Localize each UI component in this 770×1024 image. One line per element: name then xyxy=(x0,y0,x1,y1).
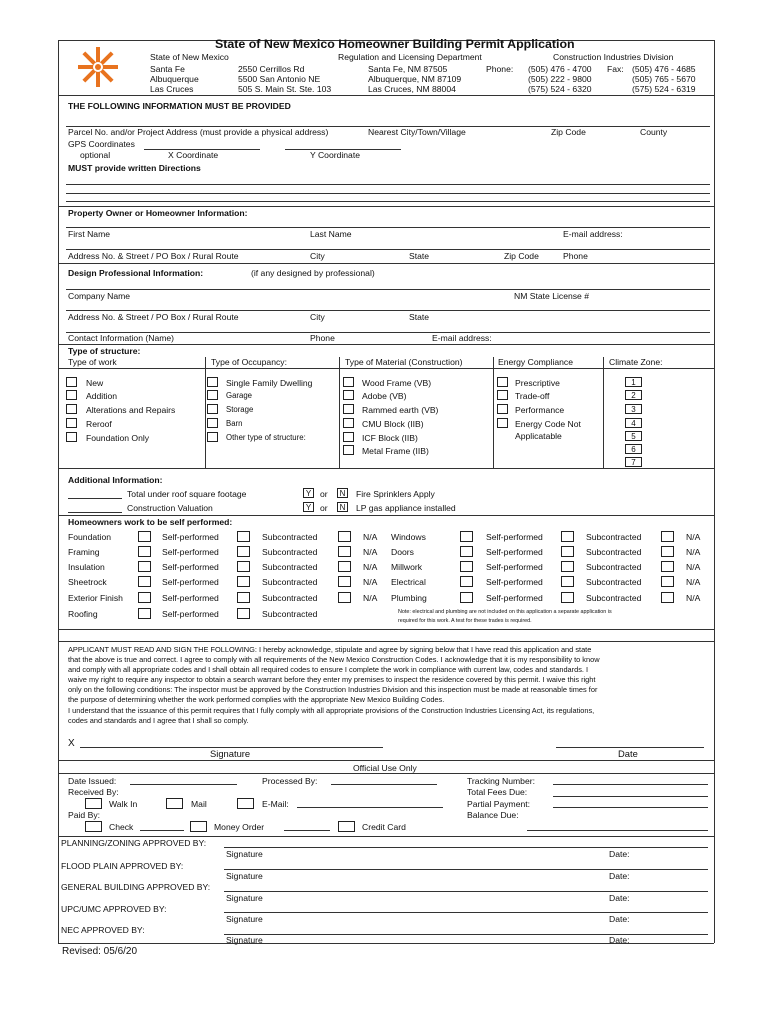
balance-due-label: Balance Due: xyxy=(467,810,519,820)
approval-label: FLOOD PLAIN APPROVED BY: xyxy=(61,861,184,871)
occupancy-other-checkbox[interactable] xyxy=(207,432,218,442)
mail-checkbox[interactable] xyxy=(166,798,183,809)
roof-sqft-label: Total under roof square footage xyxy=(127,489,247,499)
check-field[interactable] xyxy=(140,830,184,831)
money-order-field[interactable] xyxy=(284,830,330,831)
design-address-label: Address No. & Street / PO Box / Rural Route xyxy=(68,312,239,322)
signature-x-mark: X xyxy=(68,738,75,749)
approval-date-label: Date: xyxy=(609,871,630,881)
money-order-checkbox[interactable] xyxy=(190,821,207,832)
subcontracted-checkbox[interactable] xyxy=(237,561,250,572)
na-label: N/A xyxy=(686,562,701,572)
county-label: County xyxy=(640,127,668,137)
material-cmu-checkbox[interactable] xyxy=(343,418,354,428)
energy-performance-checkbox[interactable] xyxy=(497,404,508,414)
work-option-label: Alterations and Repairs xyxy=(86,405,176,415)
credit-card-checkbox[interactable] xyxy=(338,821,355,832)
energy-header: Energy Compliance xyxy=(498,357,573,367)
owner-city-label: City xyxy=(310,251,325,261)
self-performed-checkbox[interactable] xyxy=(460,561,473,572)
climate-header: Climate Zone: xyxy=(609,357,663,367)
agreement-line: APPLICANT MUST READ AND SIGN THE FOLLOWING: I hereby acknowledge, stipulate and agree by signing below that I have read this application and state xyxy=(68,645,592,654)
official-heading: Official Use Only xyxy=(353,763,417,773)
work-reroof-checkbox[interactable] xyxy=(66,418,77,428)
nearest-city-label: Nearest City/Town/Village xyxy=(368,127,466,137)
approval-label: GENERAL BUILDING APPROVED BY: xyxy=(61,882,211,892)
subcontracted-label: Subcontracted xyxy=(262,593,318,603)
directions-label: MUST provide written Directions xyxy=(68,163,201,173)
approval-signature-line[interactable] xyxy=(224,934,708,935)
approval-label: UPC/UMC APPROVED BY: xyxy=(61,904,167,914)
design-email-label: E-mail address: xyxy=(432,333,492,343)
column-divider xyxy=(603,357,604,468)
work-header: Type of work xyxy=(68,357,117,367)
occupancy-header: Type of Occupancy: xyxy=(211,357,287,367)
owner-address-label: Address No. & Street / PO Box / Rural Route xyxy=(68,251,239,261)
total-fees-label: Total Fees Due: xyxy=(467,787,528,797)
agreement-line: only on the following conditions: The inspector must be approved by the Construction Industries Division and this inspection must be made at reasonable times for xyxy=(68,685,598,695)
climate-zone-box[interactable]: 6 xyxy=(625,444,642,454)
trade-label: Sheetrock xyxy=(68,577,107,587)
office-city: Las Cruces xyxy=(150,84,194,94)
divider xyxy=(58,263,714,264)
header-state: State of New Mexico xyxy=(150,52,229,62)
trade-label: Foundation xyxy=(68,532,112,542)
required-heading: THE FOLLOWING INFORMATION MUST BE PROVIDED xyxy=(68,101,291,111)
lp-gas-no-box[interactable]: N xyxy=(337,502,348,512)
climate-zone-box[interactable]: 1 xyxy=(625,377,642,387)
energy-option-label: Prescriptive xyxy=(515,378,560,388)
walk-in-label: Walk In xyxy=(109,799,138,809)
na-checkbox[interactable] xyxy=(661,592,674,603)
self-performed-label: Self-performed xyxy=(162,532,219,542)
self-performed-checkbox[interactable] xyxy=(138,531,151,542)
agreement-line: waive my right to require any inspector to obtain a search warrant before they enter my premises to inspect the residence covered by this permit. I waive this right xyxy=(68,675,596,685)
roof-sqft-field[interactable] xyxy=(68,498,122,499)
divider xyxy=(58,344,714,345)
design-city-label: City xyxy=(310,312,325,322)
self-performed-label: Self-performed xyxy=(162,593,219,603)
header-division: Construction Industries Division xyxy=(553,52,674,62)
occupancy-option-label: Other type of structure: xyxy=(226,433,306,442)
processed-by-label: Processed By: xyxy=(262,776,318,786)
work-alterations-checkbox[interactable] xyxy=(66,404,77,414)
trade-label: Windows xyxy=(391,532,426,542)
self-performed-checkbox[interactable] xyxy=(138,576,151,587)
column-divider xyxy=(493,357,494,468)
paid-by-label: Paid By: xyxy=(68,810,101,820)
mail-label: Mail xyxy=(191,799,207,809)
valuation-field[interactable] xyxy=(68,512,122,513)
received-by-label: Received By: xyxy=(68,787,119,797)
material-icf-checkbox[interactable] xyxy=(343,432,354,442)
trade-label: Insulation xyxy=(68,562,105,572)
page-title: State of New Mexico Homeowner Building Permit Application xyxy=(215,37,575,51)
approval-signature-label: Signature xyxy=(226,849,263,859)
approval-signature-line[interactable] xyxy=(224,869,708,870)
approval-signature-label: Signature xyxy=(226,935,263,945)
self-performed-label: Self-performed xyxy=(486,562,543,572)
approval-date-label: Date: xyxy=(609,893,630,903)
occupancy-sfd-checkbox[interactable] xyxy=(207,377,218,387)
approval-signature-line[interactable] xyxy=(224,912,708,913)
y-coordinate-label: Y Coordinate xyxy=(310,150,361,160)
owner-name-line[interactable] xyxy=(66,227,710,228)
trade-label: Millwork xyxy=(391,562,423,572)
phone-label: Phone: xyxy=(486,64,514,74)
self-performed-checkbox[interactable] xyxy=(138,592,151,603)
trade-note: Note: electrical and plumbing are not included on this application a separate application is xyxy=(398,609,612,615)
trade-label: Doors xyxy=(391,547,414,557)
self-performed-checkbox[interactable] xyxy=(460,546,473,557)
owner-heading: Property Owner or Homeowner Information: xyxy=(68,208,248,218)
date-label: Date xyxy=(618,748,638,759)
self-performed-label: Self-performed xyxy=(486,532,543,542)
energy-option-label: Energy Code Not xyxy=(515,419,581,429)
money-order-label: Money Order xyxy=(214,822,265,832)
subcontracted-checkbox[interactable] xyxy=(561,576,574,587)
na-checkbox[interactable] xyxy=(661,561,674,572)
material-option-label: Wood Frame (VB) xyxy=(362,378,432,388)
work-option-label: Reroof xyxy=(86,419,112,429)
frame-bottom xyxy=(58,943,714,944)
owner-phone-label: Phone xyxy=(563,251,588,261)
approval-signature-label: Signature xyxy=(226,893,263,903)
date-issued-label: Date Issued: xyxy=(68,776,117,786)
climate-zone-box[interactable]: 7 xyxy=(625,457,642,467)
processed-by-field[interactable] xyxy=(331,784,437,785)
energy-option-label: Performance xyxy=(515,405,565,415)
additional-heading: Additional Information: xyxy=(68,475,163,485)
owner-zip-label: Zip Code xyxy=(504,251,539,261)
occupancy-barn-checkbox[interactable] xyxy=(207,418,218,428)
subcontracted-checkbox[interactable] xyxy=(561,531,574,542)
na-label: N/A xyxy=(363,593,378,603)
material-metal-checkbox[interactable] xyxy=(343,445,354,455)
revised-date: Revised: 05/6/20 xyxy=(62,946,138,957)
directions-line[interactable] xyxy=(66,184,710,185)
lp-gas-label: LP gas appliance installed xyxy=(356,503,456,513)
na-checkbox[interactable] xyxy=(338,576,351,587)
divider xyxy=(58,95,714,96)
approval-signature-line[interactable] xyxy=(224,847,708,848)
subcontracted-label: Subcontracted xyxy=(262,547,318,557)
self-performed-label: Self-performed xyxy=(162,609,219,619)
partial-payment-field[interactable] xyxy=(553,807,708,808)
agreement-line: the purpose of determining whether the work performed complies with the appropriate New Mexico Building Codes. xyxy=(68,695,445,705)
occupancy-option-label: Barn xyxy=(226,419,243,428)
office-fax: (575) 524 - 6319 xyxy=(632,84,696,94)
approval-date-label: Date: xyxy=(609,914,630,924)
na-checkbox[interactable] xyxy=(338,592,351,603)
climate-zone-box[interactable]: 5 xyxy=(625,431,642,441)
self-performed-checkbox[interactable] xyxy=(138,546,151,557)
na-label: N/A xyxy=(686,532,701,542)
subcontracted-checkbox[interactable] xyxy=(237,546,250,557)
climate-zone-box[interactable]: 3 xyxy=(625,404,642,414)
subcontracted-label: Subcontracted xyxy=(586,577,642,587)
self-performed-checkbox[interactable] xyxy=(138,561,151,572)
design-heading: Design Professional Information: xyxy=(68,268,204,278)
self-performed-label: Self-performed xyxy=(486,547,543,557)
valuation-label: Construction Valuation xyxy=(127,503,213,513)
lp-gas-yes-box[interactable]: Y xyxy=(303,502,314,512)
self-performed-label: Self-performed xyxy=(162,577,219,587)
x-coordinate-label: X Coordinate xyxy=(168,150,219,160)
office-city: Santa Fe xyxy=(150,64,185,74)
na-label: N/A xyxy=(363,532,378,542)
trade-label: Exterior Finish xyxy=(68,593,123,603)
homeowner-work-heading: Homeowners work to be self performed: xyxy=(68,517,233,527)
office-mail: Las Cruces, NM 88004 xyxy=(368,84,456,94)
office-address: 2550 Cerrillos Rd xyxy=(238,64,305,74)
occupancy-garage-checkbox[interactable] xyxy=(207,390,218,400)
office-fax: (505) 476 - 4685 xyxy=(632,64,696,74)
divider xyxy=(58,206,714,207)
zip-label: Zip Code xyxy=(551,127,586,137)
divider xyxy=(58,760,714,761)
occupancy-storage-checkbox[interactable] xyxy=(207,404,218,414)
approval-signature-line[interactable] xyxy=(224,891,708,892)
office-fax: (505) 765 - 5670 xyxy=(632,74,696,84)
company-label: Company Name xyxy=(68,291,131,301)
self-performed-checkbox[interactable] xyxy=(460,531,473,542)
material-option-label: ICF Block (IIB) xyxy=(362,433,418,443)
email-label: E-Mail: xyxy=(262,799,289,809)
agreement-line: that the above is true and correct. I agree to comply with all requirements of the New Mexico Construction Codes. I acknowledge that it is my responsibility to know xyxy=(68,655,600,665)
work-foundation-checkbox[interactable] xyxy=(66,432,77,442)
balance-due-field[interactable] xyxy=(527,830,708,831)
office-address: 5500 San Antonio NE xyxy=(238,74,321,84)
trade-label: Roofing xyxy=(68,609,98,619)
energy-not-applicable-checkbox[interactable] xyxy=(497,418,508,428)
approval-date-label: Date: xyxy=(609,935,630,945)
material-wood-checkbox[interactable] xyxy=(343,377,354,387)
climate-zone-box[interactable]: 2 xyxy=(625,390,642,400)
material-header: Type of Material (Construction) xyxy=(345,357,463,367)
official-heading-line xyxy=(58,773,714,774)
email-field[interactable] xyxy=(297,807,443,808)
material-option-label: Adobe (VB) xyxy=(362,391,407,401)
subcontracted-checkbox[interactable] xyxy=(237,608,250,619)
divider xyxy=(58,468,714,469)
directions-line[interactable] xyxy=(66,201,710,202)
na-checkbox[interactable] xyxy=(338,561,351,572)
self-performed-label: Self-performed xyxy=(162,547,219,557)
material-option-label: Rammed earth (VB) xyxy=(362,405,439,415)
or-label: or xyxy=(320,503,328,513)
owner-state-label: State xyxy=(409,251,430,261)
gps-label: GPS Coordinates xyxy=(68,139,135,149)
date-issued-field[interactable] xyxy=(130,784,237,785)
or-label: or xyxy=(320,489,328,499)
first-name-label: First Name xyxy=(68,229,111,239)
subcontracted-checkbox[interactable] xyxy=(561,546,574,557)
self-performed-checkbox[interactable] xyxy=(460,576,473,587)
credit-card-label: Credit Card xyxy=(362,822,406,832)
subcontracted-label: Subcontracted xyxy=(262,562,318,572)
office-phone: (575) 524 - 6320 xyxy=(528,84,592,94)
directions-line[interactable] xyxy=(66,193,710,194)
design-phone-label: Phone xyxy=(310,333,335,343)
design-state-label: State xyxy=(409,312,430,322)
na-checkbox[interactable] xyxy=(661,546,674,557)
na-label: N/A xyxy=(686,547,701,557)
trade-label: Framing xyxy=(68,547,100,557)
header-department: Regulation and Licensing Department xyxy=(338,52,482,62)
subcontracted-label: Subcontracted xyxy=(586,562,642,572)
divider xyxy=(58,836,714,837)
self-performed-label: Self-performed xyxy=(486,577,543,587)
energy-option-label: Applicatable xyxy=(515,431,562,441)
total-fees-field[interactable] xyxy=(553,796,708,797)
fax-label: Fax: xyxy=(607,64,624,74)
subcontracted-label: Subcontracted xyxy=(262,577,318,587)
optional-label: optional xyxy=(80,150,111,160)
approval-label: NEC APPROVED BY: xyxy=(61,925,145,935)
subcontracted-checkbox[interactable] xyxy=(237,531,250,542)
climate-zone-box[interactable]: 4 xyxy=(625,418,642,428)
design-address-line[interactable] xyxy=(66,310,710,311)
work-option-label: New xyxy=(86,378,104,388)
sprinkler-no-box[interactable]: N xyxy=(337,488,348,498)
occupancy-option-label: Garage xyxy=(226,391,253,400)
approval-signature-label: Signature xyxy=(226,914,263,924)
subcontracted-label: Subcontracted xyxy=(586,532,642,542)
office-phone: (505) 476 - 4700 xyxy=(528,64,592,74)
tracking-label: Tracking Number: xyxy=(467,776,535,786)
parcel-label: Parcel No. and/or Project Address (must provide a physical address) xyxy=(68,127,329,137)
sprinkler-label: Fire Sprinklers Apply xyxy=(356,489,435,499)
subcontracted-checkbox[interactable] xyxy=(561,592,574,603)
walk-in-checkbox[interactable] xyxy=(85,798,102,809)
office-city: Albuquerque xyxy=(150,74,199,84)
column-divider xyxy=(205,357,206,468)
na-label: N/A xyxy=(363,547,378,557)
work-option-label: Addition xyxy=(86,391,118,401)
self-performed-checkbox[interactable] xyxy=(460,592,473,603)
approval-signature-label: Signature xyxy=(226,871,263,881)
divider xyxy=(58,515,714,516)
energy-tradeoff-checkbox[interactable] xyxy=(497,390,508,400)
na-label: N/A xyxy=(686,593,701,603)
subcontracted-label: Subcontracted xyxy=(586,547,642,557)
office-mail: Santa Fe, NM 87505 xyxy=(368,64,448,74)
work-addition-checkbox[interactable] xyxy=(66,390,77,400)
self-performed-checkbox[interactable] xyxy=(138,608,151,619)
sprinkler-yes-box[interactable]: Y xyxy=(303,488,314,498)
energy-option-label: Trade-off xyxy=(515,391,550,401)
self-performed-label: Self-performed xyxy=(162,562,219,572)
subcontracted-checkbox[interactable] xyxy=(561,561,574,572)
na-label: N/A xyxy=(686,577,701,587)
na-label: N/A xyxy=(363,562,378,572)
agreement-line: codes and standards and I agree that I shall so comply. xyxy=(68,715,249,725)
agreement-line: and comply with all appropriate codes and I shall obtain all required codes to ensure I complete the work in compliance with current law, codes and standards. I xyxy=(68,665,589,675)
office-address: 505 S. Main St. Ste. 103 xyxy=(238,84,332,94)
trade-label: Plumbing xyxy=(391,593,427,603)
cid-logo xyxy=(76,45,120,89)
subcontracted-checkbox[interactable] xyxy=(237,592,250,603)
material-option-label: Metal Frame (IIB) xyxy=(362,446,429,456)
signature-label: Signature xyxy=(210,748,251,759)
agreement-text xyxy=(68,645,704,726)
office-mail: Albuquerque, NM 87109 xyxy=(368,74,462,84)
na-checkbox[interactable] xyxy=(338,531,351,542)
license-label: NM State License # xyxy=(514,291,589,301)
work-new-checkbox[interactable] xyxy=(66,377,77,387)
material-adobe-checkbox[interactable] xyxy=(343,390,354,400)
tracking-field[interactable] xyxy=(553,784,708,785)
work-option-label: Foundation Only xyxy=(86,433,150,443)
company-line[interactable] xyxy=(66,289,710,290)
self-performed-label: Self-performed xyxy=(486,593,543,603)
divider xyxy=(58,629,714,630)
approval-label: PLANNING/ZONING APPROVED BY: xyxy=(61,838,207,848)
material-rammed-checkbox[interactable] xyxy=(343,404,354,414)
agreement-line: I understand that the issuance of this permit requires that I fully comply with all appropriate provisions of the Construction Industries Licensing Act, its regulations, xyxy=(68,705,595,715)
occupancy-option-label: Single Family Dwelling xyxy=(226,378,313,388)
energy-prescriptive-checkbox[interactable] xyxy=(497,377,508,387)
last-name-label: Last Name xyxy=(310,229,352,239)
trade-note: required for this work. A test for these trades is required. xyxy=(398,618,532,624)
partial-payment-label: Partial Payment: xyxy=(467,799,531,809)
na-checkbox[interactable] xyxy=(661,576,674,587)
occupancy-option-label: Storage xyxy=(226,405,254,414)
structure-heading: Type of structure: xyxy=(68,346,141,356)
approval-date-label: Date: xyxy=(609,849,630,859)
check-label: Check xyxy=(109,822,134,832)
owner-address-line[interactable] xyxy=(66,249,710,250)
email-checkbox[interactable] xyxy=(237,798,254,809)
divider xyxy=(58,641,714,642)
design-heading-note: (if any designed by professional) xyxy=(251,268,375,278)
office-phone: (505) 222 - 9800 xyxy=(528,74,592,84)
subcontracted-label: Subcontracted xyxy=(586,593,642,603)
owner-email-label: E-mail address: xyxy=(563,229,623,239)
subcontracted-checkbox[interactable] xyxy=(237,576,250,587)
subcontracted-label: Subcontracted xyxy=(262,609,318,619)
contact-label: Contact Information (Name) xyxy=(68,333,175,343)
trade-label: Electrical xyxy=(391,577,426,587)
subcontracted-label: Subcontracted xyxy=(262,532,318,542)
na-label: N/A xyxy=(363,577,378,587)
structure-header-line xyxy=(58,368,714,369)
material-option-label: CMU Block (IIB) xyxy=(362,419,424,429)
na-checkbox[interactable] xyxy=(661,531,674,542)
check-checkbox[interactable] xyxy=(85,821,102,832)
column-divider xyxy=(339,357,340,468)
na-checkbox[interactable] xyxy=(338,546,351,557)
